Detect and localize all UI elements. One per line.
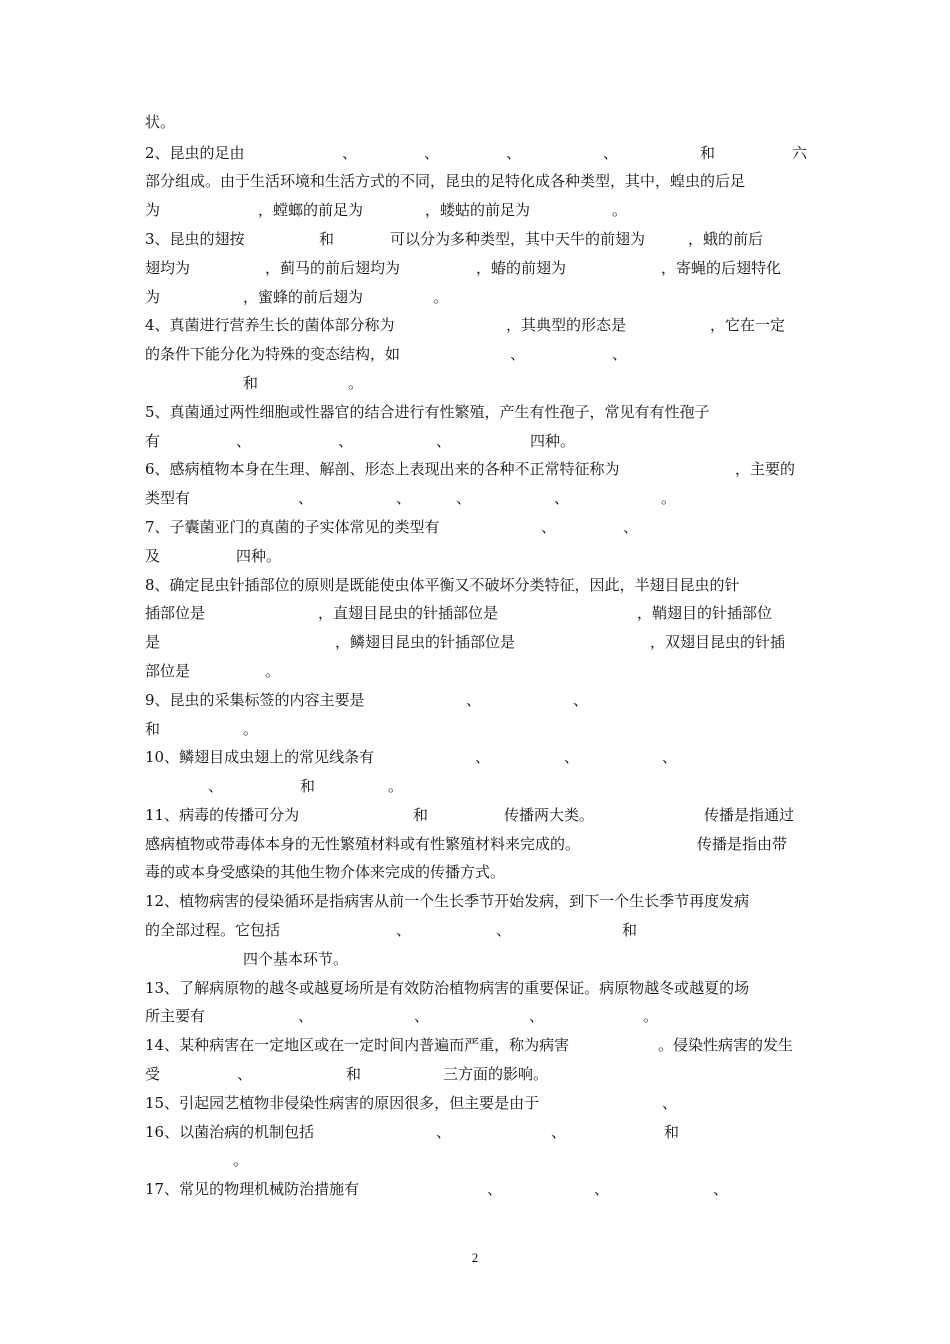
text-line-segment: ，寄蝇的后翅特化 — [661, 259, 782, 277]
text-line-segment: 、 — [487, 1180, 503, 1198]
text-line-segment: 、 — [529, 1007, 545, 1025]
text-line-segment: 及 — [145, 547, 161, 565]
text-line-segment: ，螳螂的前足为 — [258, 201, 364, 219]
text-line-segment: 、 — [623, 518, 639, 536]
text-line-segment: 、 — [612, 345, 628, 363]
text-line-segment: 、 — [208, 777, 224, 795]
text-line-segment: 部分组成。由于生活环境和生活方式的不同，昆虫的足特化成各种类型，其中，蝗虫的后足 — [145, 172, 746, 190]
text-line-segment: 为 — [145, 201, 161, 219]
text-line-segment: 、 — [414, 1007, 430, 1025]
text-line-segment: 四个基本环节。 — [243, 950, 349, 968]
text-line-segment: 4、真菌进行营养生长的菌体部分称为 — [145, 316, 395, 334]
text-line-segment: 和 — [300, 777, 316, 795]
text-line-segment: 、 — [237, 1065, 253, 1083]
text-line-segment: 。 — [348, 374, 364, 392]
text-line-segment: 、 — [396, 921, 412, 939]
text-line-segment: 、 — [456, 489, 472, 507]
text-line-segment: 17、常见的物理机械防治措施有 — [145, 1180, 360, 1198]
text-line-segment: 的全部过程。它包括 — [145, 921, 281, 939]
text-line-segment: 10、鳞翅目成虫翅上的常见线条有 — [145, 748, 375, 766]
text-line-segment: ，蛾的前后 — [688, 230, 764, 248]
text-line-segment: 状。 — [145, 113, 176, 131]
text-line-segment: 、 — [554, 489, 570, 507]
text-line-segment: 四种。 — [530, 432, 576, 450]
text-line-segment: 、 — [564, 748, 580, 766]
text-line-segment: 六 — [792, 144, 808, 162]
text-line-segment: 。 — [433, 288, 449, 306]
text-line-segment: 、 — [236, 432, 252, 450]
text-line-segment: 、 — [573, 691, 589, 709]
text-line-segment: 14、某种病害在一定地区或在一定时间内普遍而严重，称为病害 — [145, 1036, 570, 1054]
text-line-segment: 11、病毒的传播可分为 — [145, 806, 300, 824]
text-line-segment: 15、引起园艺植物非侵染性病害的原因很多，但主要是由于 — [145, 1094, 540, 1112]
text-line-segment: ，鳞翅目昆虫的针插部位是 — [335, 633, 516, 651]
text-line-segment: 和 — [319, 230, 335, 248]
text-line-segment: 。 — [388, 777, 404, 795]
text-line-segment: 和 — [413, 806, 429, 824]
text-line-segment: 、 — [603, 144, 619, 162]
text-line-segment: 。侵染性病害的发生 — [658, 1036, 794, 1054]
text-line-segment: 和 — [700, 144, 716, 162]
text-line-segment: 和 — [664, 1123, 680, 1141]
text-line-segment: 16、以菌治病的机制包括 — [145, 1123, 315, 1141]
text-line-segment: 。 — [243, 720, 259, 738]
text-line-segment: ，蓟马的前后翅均为 — [265, 259, 401, 277]
text-line-segment: 9、昆虫的采集标签的内容主要是 — [145, 691, 365, 709]
text-line-segment: 、 — [496, 921, 512, 939]
text-line-segment: 8、确定昆虫针插部位的原则是既能使虫体平衡又不破坏分类特征，因此，半翅目昆虫的针 — [145, 576, 740, 594]
text-line-segment: ，双翅目昆虫的针插 — [650, 633, 786, 651]
text-line-segment: 。 — [661, 489, 677, 507]
text-line-segment: 、 — [541, 518, 557, 536]
text-line-segment: 、 — [506, 144, 522, 162]
text-line-segment: ，蝽的前翅为 — [476, 259, 567, 277]
text-line-segment: 和 — [145, 720, 161, 738]
text-line-segment: 插部位是 — [145, 604, 206, 622]
text-line-segment: 、 — [436, 432, 452, 450]
text-line-segment: 是 — [145, 633, 161, 651]
text-line-segment: 、 — [662, 1094, 678, 1112]
text-line-segment: 12、植物病害的侵染循环是指病害从前一个生长季节开始发病，到下一个生长季节再度发病 — [145, 892, 750, 910]
text-line-segment: 、 — [342, 144, 358, 162]
text-line-segment: 三方面的影响。 — [443, 1065, 549, 1083]
text-line-segment: 、 — [298, 489, 314, 507]
text-line-segment: 3、昆虫的翅按 — [145, 230, 245, 248]
text-line-segment: ，主要的 — [735, 460, 796, 478]
text-line-segment: ，鞘翅目的针插部位 — [637, 604, 773, 622]
text-line-segment: 、 — [396, 489, 412, 507]
text-line-segment: 有 — [145, 432, 161, 450]
text-line-segment: 。 — [265, 662, 281, 680]
text-line-segment: 为 — [145, 288, 161, 306]
text-line-segment: 13、了解病原物的越冬或越夏场所是有效防治植物病害的重要保证。病原物越冬或越夏的场 — [145, 979, 750, 997]
text-line-segment: 、 — [662, 748, 678, 766]
text-line-segment: 2、昆虫的足由 — [145, 144, 245, 162]
text-line-segment: 、 — [338, 432, 354, 450]
text-line-segment: 、 — [594, 1180, 610, 1198]
text-line-segment: 7、子囊菌亚门的真菌的子实体常见的类型有 — [145, 518, 440, 536]
text-line-segment: 、 — [713, 1180, 729, 1198]
text-line-segment: 、 — [466, 691, 482, 709]
text-line-segment: ，蜜蜂的前后翅为 — [243, 288, 364, 306]
text-line-segment: 翅均为 — [145, 259, 191, 277]
text-line-segment: 四种。 — [236, 547, 282, 565]
text-line-segment: ，直翅目昆虫的针插部位是 — [318, 604, 499, 622]
text-line-segment: 和 — [346, 1065, 362, 1083]
text-line-segment: 可以分为多种类型，其中天牛的前翅为 — [390, 230, 646, 248]
page-number: 2 — [471, 1250, 479, 1265]
text-line-segment: 的条件下能分化为特殊的变态结构，如 — [145, 345, 401, 363]
text-line-segment: 受 — [145, 1065, 161, 1083]
text-line-segment: 、 — [475, 748, 491, 766]
text-line-segment: 。 — [643, 1007, 659, 1025]
text-line-segment: 毒的或本身受感染的其他生物介体来完成的传播方式。 — [145, 863, 506, 881]
text-line-segment: 6、感病植物本身在生理、解剖、形态上表现出来的各种不正常特征称为 — [145, 460, 620, 478]
text-line-segment: ，其典型的形态是 — [506, 316, 627, 334]
text-line-segment: 类型有 — [145, 489, 191, 507]
text-line-segment: 、 — [436, 1123, 452, 1141]
text-line-segment: 传播是指由带 — [697, 835, 788, 853]
text-line-segment: ，它在一定 — [710, 316, 786, 334]
text-line-segment: 传播两大类。 — [504, 806, 595, 824]
text-line-segment: ，蝼蛄的前足为 — [425, 201, 531, 219]
text-line-segment: 感病植物或带毒体本身的无性繁殖材料或有性繁殖材料来完成的。 — [145, 835, 581, 853]
text-line-segment: 5、真菌通过两性细胞或性器官的结合进行有性繁殖，产生有性孢子，常见有有性孢子 — [145, 403, 710, 421]
text-line-segment: 所主要有 — [145, 1007, 206, 1025]
text-line-segment: 。 — [233, 1151, 249, 1169]
text-line-segment: 。 — [612, 201, 628, 219]
text-line-segment: 、 — [424, 144, 440, 162]
text-line-segment: 、 — [298, 1007, 314, 1025]
text-line-segment: 和 — [622, 921, 638, 939]
text-line-segment: 传播是指通过 — [704, 806, 795, 824]
text-line-segment: 、 — [510, 345, 526, 363]
text-line-segment: 、 — [551, 1123, 567, 1141]
text-line-segment: 部位是 — [145, 662, 191, 680]
text-line-segment: 和 — [243, 374, 259, 392]
